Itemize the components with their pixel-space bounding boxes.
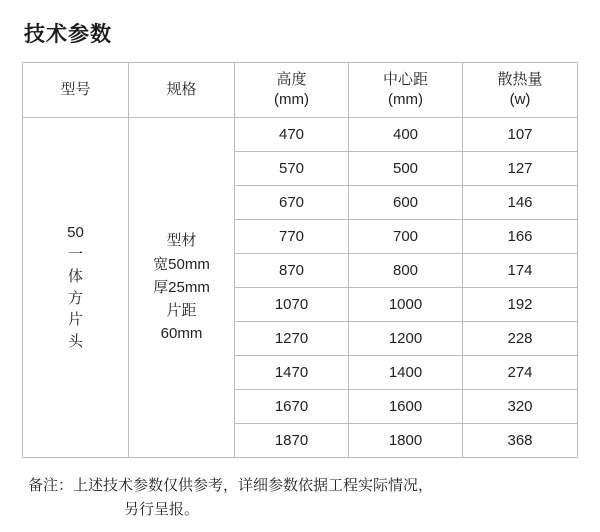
page-title: 技术参数 (24, 23, 112, 46)
header-heat-output (463, 63, 578, 118)
cell-heat-output: 166 (463, 220, 578, 254)
model-char: 体 (67, 267, 83, 285)
cell-heat-output: 192 (463, 288, 578, 322)
cell-center-distance: 1600 (349, 390, 463, 424)
header-spec: 规格 (129, 63, 235, 118)
cell-center-distance: 700 (349, 220, 463, 254)
cell-center-distance: 1200 (349, 322, 463, 356)
spec-line: 宽50mm (153, 255, 210, 273)
note-line-1: 上述技术参数仅供参考，详细参数依据工程实际情况， (73, 477, 434, 494)
header-model: 型号 (23, 63, 129, 118)
header-height-line1: 高度 (276, 70, 307, 88)
cell-height: 770 (235, 220, 349, 254)
cell-height: 870 (235, 254, 349, 288)
cell-heat-output: 228 (463, 322, 578, 356)
cell-height: 1670 (235, 390, 349, 424)
cell-center-distance: 1000 (349, 288, 463, 322)
header-center-line2: (mm) (388, 91, 423, 108)
cell-specification (129, 118, 235, 458)
cell-heat-output: 174 (463, 254, 578, 288)
header-heat-line2: (w) (509, 91, 531, 108)
cell-height: 1070 (235, 288, 349, 322)
model-char: 片 (67, 311, 83, 329)
table-header-row (23, 63, 578, 118)
cell-center-distance: 600 (349, 186, 463, 220)
model-char: 方 (67, 289, 83, 307)
spec-line: 型材 (166, 232, 197, 250)
cell-center-distance: 1800 (349, 424, 463, 458)
table-body (23, 118, 578, 458)
note-line-2: 另行呈报。 (124, 501, 200, 518)
cell-center-distance: 800 (349, 254, 463, 288)
cell-center-distance: 1400 (349, 356, 463, 390)
spec-line: 厚25mm (153, 278, 210, 296)
model-char: 头 (67, 333, 83, 350)
cell-heat-output: 274 (463, 356, 578, 390)
cell-heat-output: 368 (463, 424, 578, 458)
cell-heat-output: 146 (463, 186, 578, 220)
cell-height: 1270 (235, 322, 349, 356)
header-height-line2: (mm) (274, 91, 309, 108)
spec-line: 60mm (160, 325, 203, 343)
header-center-distance (349, 63, 463, 118)
table-row (23, 118, 578, 152)
cell-center-distance: 400 (349, 118, 463, 152)
cell-model (23, 118, 129, 458)
note-label: 备注： (28, 477, 74, 494)
header-center-line1: 中心距 (382, 70, 428, 88)
cell-heat-output: 107 (463, 118, 578, 152)
table-header (23, 63, 578, 118)
cell-height: 1470 (235, 356, 349, 390)
header-height (235, 63, 349, 118)
cell-height: 570 (235, 152, 349, 186)
cell-height: 470 (235, 118, 349, 152)
cell-heat-output: 320 (463, 390, 578, 424)
cell-height: 670 (235, 186, 349, 220)
spec-line: 片距 (166, 302, 197, 320)
technical-parameters-table (22, 62, 578, 458)
cell-heat-output: 127 (463, 152, 578, 186)
model-char: 50 (67, 224, 84, 242)
header-heat-line1: 散热量 (497, 70, 543, 88)
cell-center-distance: 500 (349, 152, 463, 186)
cell-height: 1870 (235, 424, 349, 458)
model-char: 一 (67, 246, 83, 263)
table-note (22, 474, 578, 522)
